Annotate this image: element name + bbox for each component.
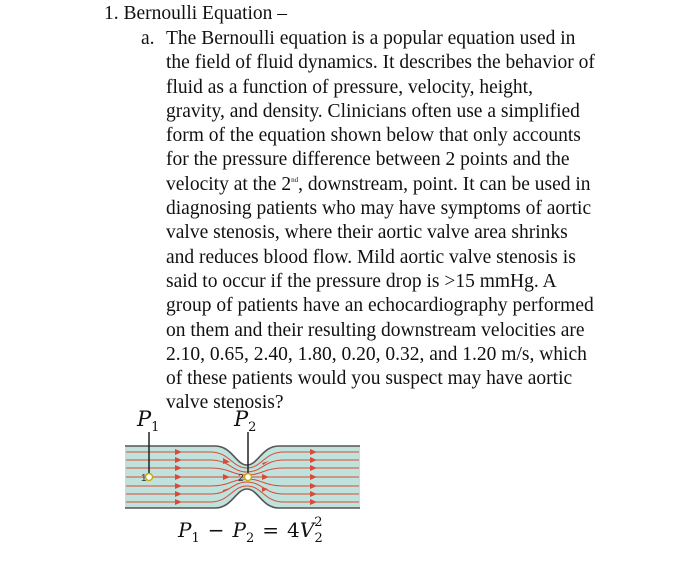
body-line: form of the equation shown below that only accounts [166,125,581,147]
body-line: of these patients would you suspect may have aortic [166,368,573,390]
question-heading: Bernoulli Equation – [123,3,288,24]
body-line: gravity, and density. Clinicians often use a simplified [166,100,580,122]
body-line: and reduces blood flow. Mild aortic valve stenosis is [166,246,576,268]
body-line: The Bernoulli equation is a popular equation used in [166,28,576,49]
body-line: the field of fluid dynamics. It describes the behavior of [166,52,595,74]
body-text: , downstream, point. It can be used in [298,173,591,195]
p1-label: $P_1$ [137,407,160,435]
ordinal-suffix: nd [291,175,299,184]
simplified-bernoulli-equation: $P_1 - P_2 = 4V^2$ 2 [178,515,323,546]
body-line: valve stenosis? [166,392,284,414]
question-number: 1. [104,3,119,24]
body-line: valve stenosis, where their aortic valve area shrinks [166,222,568,244]
point-2-marker [245,474,252,481]
body-line: group of patients have an echocardiography performed [166,295,594,317]
body-line: 2.10, 0.65, 2.40, 1.80, 0.20, 0.32, and 1.20 m/s, which [166,343,587,365]
point-1-label: 1 [141,473,147,484]
body-line: fluid as a function of pressure, velocity, height, [166,76,533,98]
body-line: on them and their resulting downstream velocities are [166,319,585,341]
body-line: said to occur if the pressure drop is >15 mmHg. A [166,270,557,292]
body-line: for the pressure difference between 2 points and the [166,149,570,171]
part-marker: a. [141,28,155,49]
body-text: velocity at the 2 [166,173,292,195]
body-line: diagnosing patients who may have symptoms of aortic [166,198,592,220]
p2-label: $P_2$ [234,407,257,435]
point-2-label: 2 [238,473,244,484]
